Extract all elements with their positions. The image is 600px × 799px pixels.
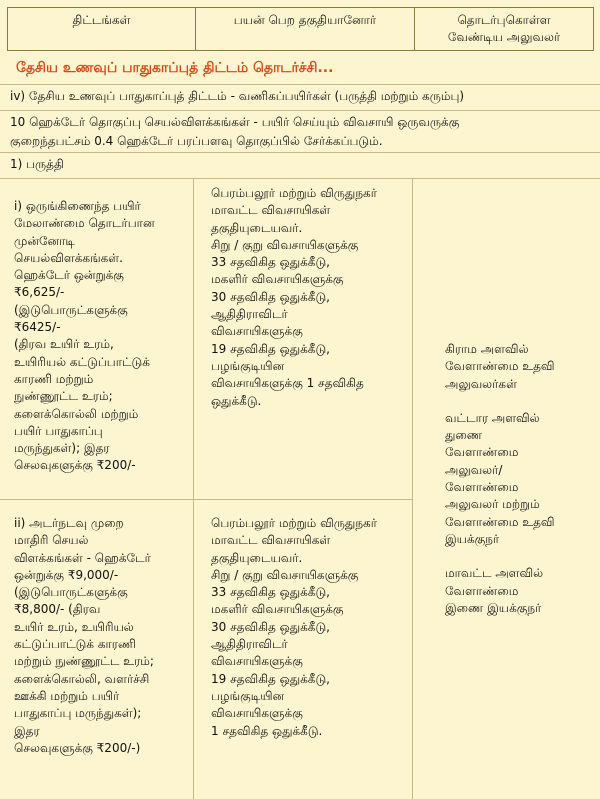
- header-schemes: திட்டங்கள்: [8, 8, 196, 50]
- text-line: விளக்கங்கள் - ஹெக்டேர்: [14, 550, 151, 565]
- text-line: மருந்துகள்); இதர: [14, 441, 110, 456]
- text-line: வேளாண்மை: [445, 480, 519, 495]
- text-line: (திரவ உயிர் உரம்,: [14, 337, 114, 352]
- text-line: கிராம அளவில்: [445, 342, 529, 356]
- text-line: (இடுபொருட்களுக்கு: [14, 302, 128, 317]
- text-line: வட்டார அளவில்: [445, 410, 540, 425]
- text-line: ₹8,800/- (திரவ: [14, 602, 101, 617]
- text-line: அலுவலர்/: [445, 462, 503, 477]
- scheme-2-eligibility: [211, 515, 411, 740]
- text-line: வேளாண்மை உதவி: [445, 359, 555, 374]
- text-line: இயக்குநர்: [445, 531, 500, 546]
- text-line: மாவட்ட அளவில்: [445, 566, 544, 581]
- text-line: அலுவலர் மற்றும்: [445, 497, 540, 512]
- text-line: பழங்குடியின: [211, 688, 285, 703]
- text-line: பயிர் பாதுகாப்பு: [14, 423, 103, 438]
- text-line: மகளிர் விவசாயிகளுக்கு: [211, 272, 344, 287]
- text-line: 19 சதவிகித ஒதுக்கீடு,: [211, 671, 330, 686]
- text-line: மற்றும் நுண்ணூட்ட உரம்;: [14, 654, 154, 669]
- text-line: விவசாயிகளுக்கு 1 சதவிகித: [211, 376, 364, 391]
- text-line: i) ஒருங்கிணைந்த பயிர்: [14, 199, 141, 213]
- text-line: தகுதியுடையவர்.: [211, 550, 303, 565]
- text-line: துணை: [445, 428, 483, 443]
- text-line: விவசாயிகளுக்கு: [211, 706, 303, 721]
- text-line: பழங்குடியின: [211, 358, 285, 373]
- text-line: களைக்கொல்லி மற்றும்: [14, 406, 139, 421]
- text-line: பெரம்பலூர் மற்றும் விருதுநகர்: [211, 186, 377, 200]
- text-line: 19 சதவிகித ஒதுக்கீடு,: [211, 341, 330, 356]
- text-line: 1 சதவிகித ஒதுக்கீடு.: [211, 723, 323, 738]
- text-line: மாதிரி செயல்: [14, 533, 89, 548]
- text-line: வேளாண்மை உதவி: [445, 514, 555, 529]
- scheme-title: தேசிய உணவுப் பாதுகாப்புத் திட்டம் தொடர்ச்சி...: [16, 60, 334, 76]
- text-line: ii) அடர்நடவு முறை: [14, 516, 124, 530]
- text-line: செலவுகளுக்கு ₹200/-): [14, 740, 141, 755]
- text-line: இணை இயக்குநர்: [445, 600, 542, 615]
- text-line: முன்னோடி: [14, 233, 75, 248]
- header-eligibility: பயன் பெற தகுதியானோர்: [196, 8, 415, 50]
- note-line: 10 ஹெக்டேர் தொகுப்பு செயல்விளக்கங்கள் - பயிர் செய்யும் விவசாயி ஒருவருக்கு: [10, 115, 460, 129]
- header-contact: தொடர்புகொள்ள வேண்டிய அலுவலர்: [447, 13, 561, 44]
- text-line: ₹6425/-: [14, 320, 61, 335]
- text-line: ஒதுக்கீடு.: [211, 393, 262, 408]
- text-line: பாதுகாப்பு மருந்துகள்);: [14, 706, 142, 721]
- text-line: ஹெக்டேர் ஒன்றுக்கு: [14, 268, 124, 283]
- text-line: பெரம்பலூர் மற்றும் விருதுநகர்: [211, 516, 377, 530]
- note-row: [0, 110, 600, 152]
- text-line: அலுவலர்கள்: [445, 376, 517, 391]
- text-line: சிறு / குறு விவசாயிகளுக்கு: [211, 237, 359, 252]
- crop-label-row: 1) பருத்தி: [0, 152, 600, 178]
- subheading-row: iv) தேசிய உணவுப் பாதுகாப்புத் திட்டம் - வணிகப்பயிர்கள் (பருத்தி மற்றும் கரும்பு): [0, 84, 600, 108]
- text-line: 33 சதவிகித ஒதுக்கீடு,: [211, 585, 330, 600]
- text-line: தகுதியுடையவர்.: [211, 220, 303, 235]
- table-header: [7, 7, 594, 51]
- text-line: மாவட்ட விவசாயிகள்: [211, 203, 331, 218]
- text-line: ஒன்றுக்கு ₹9,000/-: [14, 567, 119, 582]
- text-line: களைக்கொல்லி, வளர்ச்சி: [14, 671, 150, 686]
- column-divider: [193, 179, 194, 799]
- text-line: உயிர் உரம், உயிரியல்: [14, 619, 134, 634]
- text-line: மகளிர் விவசாயிகளுக்கு: [211, 602, 344, 617]
- text-line: 30 சதவிகித ஒதுக்கீடு,: [211, 619, 330, 634]
- column-divider: [412, 179, 413, 799]
- text-line: 30 சதவிகித ஒதுக்கீடு,: [211, 289, 330, 304]
- text-line: ₹6,625/-: [14, 285, 65, 300]
- row-divider: [0, 499, 413, 500]
- text-line: மேலாண்மை தொடர்பான: [14, 216, 155, 231]
- text-line: நுண்ணூட்ட உரம்;: [14, 389, 113, 404]
- text-line: மாவட்ட விவசாயிகள்: [211, 533, 331, 548]
- text-line: ஆதிதிராவிடர்: [211, 307, 288, 322]
- text-line: ஆதிதிராவிடர்: [211, 637, 288, 652]
- scheme-1-description: [14, 198, 192, 475]
- scheme-2-description: [14, 515, 192, 757]
- text-line: வேளாண்மை: [445, 583, 519, 598]
- scheme-1-eligibility: [211, 185, 411, 410]
- text-line: ஊக்கி மற்றும் பயிர்: [14, 688, 120, 703]
- text-line: செலவுகளுக்கு ₹200/-: [14, 458, 136, 473]
- text-line: விவசாயிகளுக்கு: [211, 654, 303, 669]
- text-line: சிறு / குறு விவசாயிகளுக்கு: [211, 567, 359, 582]
- text-line: 33 சதவிகித ஒதுக்கீடு,: [211, 255, 330, 270]
- text-line: (இடுபொருட்களுக்கு: [14, 585, 128, 600]
- schemes-table: [0, 178, 600, 799]
- text-line: செயல்விளக்கங்கள்.: [14, 250, 123, 265]
- text-line: காரணி மற்றும்: [14, 371, 94, 386]
- note-line: குறைந்தபட்சம் 0.4 ஹெக்டேர் பரப்பளவு தொகுப்பில் சேர்க்கப்படும்.: [10, 134, 383, 148]
- contact-officers: [445, 341, 595, 617]
- text-line: உயிரியல் கட்டுப்பாட்டுக்: [14, 354, 150, 369]
- text-line: வேளாண்மை: [445, 445, 519, 460]
- text-line: விவசாயிகளுக்கு: [211, 324, 303, 339]
- text-line: கட்டுப்பாட்டுக் காரணி: [14, 637, 136, 652]
- text-line: இதர: [14, 723, 40, 738]
